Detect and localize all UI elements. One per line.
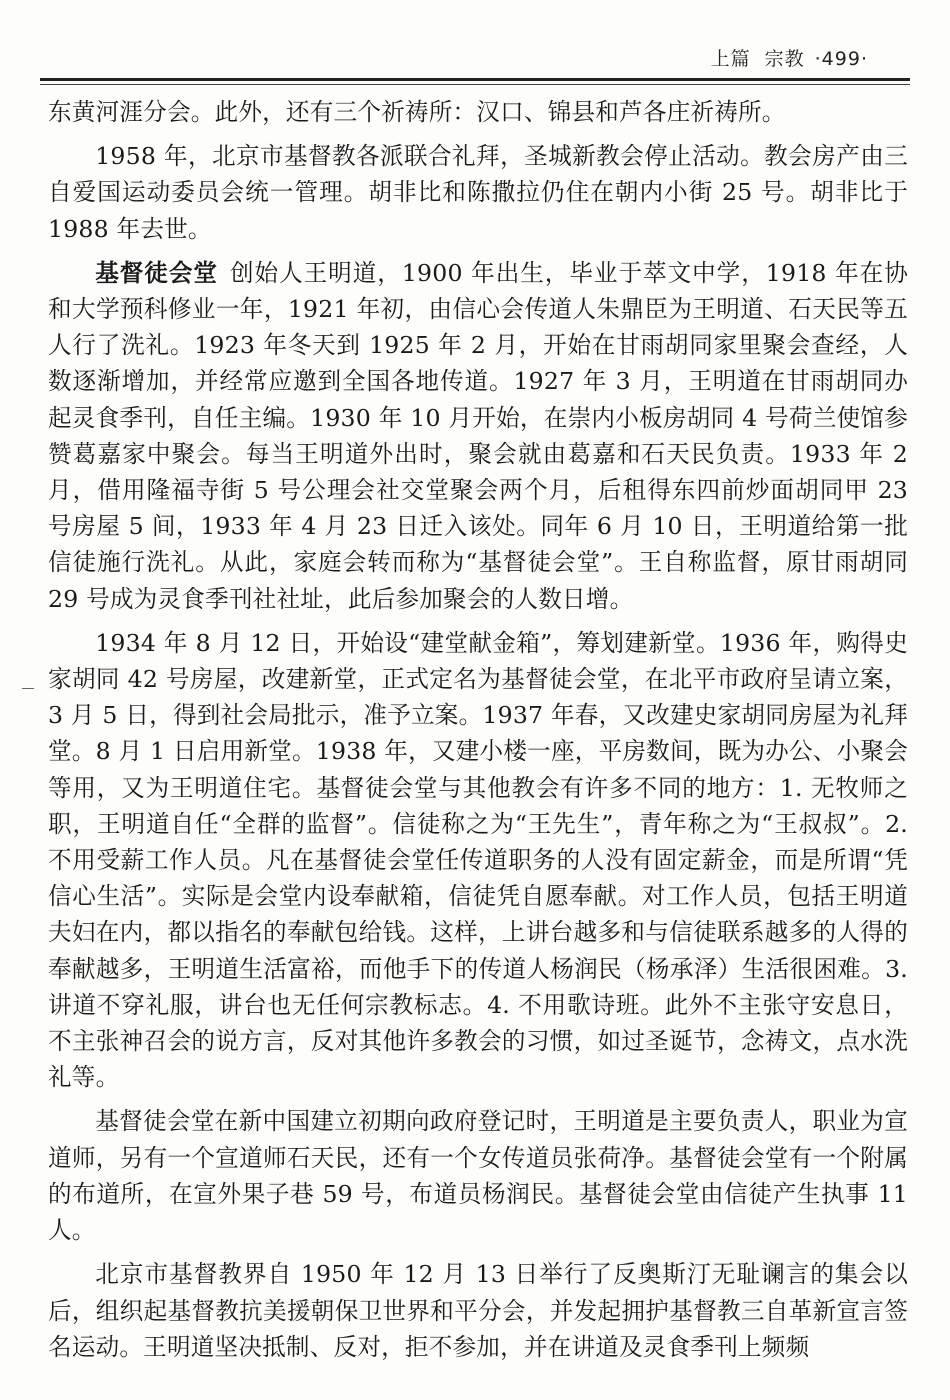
paragraph-text: 基督徒会堂在新中国建立初期向政府登记时，王明道是主要负责人，职业为宣道师，另有一个宣道师石天民，还有一个女传道员张荷净。基督徒会堂有一个附属的布道所，在宣外果子巷 59 号，布道员杨润民。基督徒会堂由信徒产生执事 11 人。: [48, 1107, 908, 1245]
paragraph-text: 创始人王明道，1900 年出生，毕业于萃文中学，1918 年在协和大学预科修业一年，1921 年初，由信心会传道人朱鼎臣为王明道、石天民等五人行了洗礼。1923 年冬天到 1925 年 2 月，开始在甘雨胡同家里聚会查经，人数逐渐增加，并经常应邀到全国各地传道。1927 年 3 月，王明道在甘雨胡同办起灵食季刊，自任主编。1930 年 10 月开始，在崇内小板房胡同 4 号荷兰使馆参赞葛嘉家中聚会。每当王明道外出时，聚会就由葛嘉和石天民负责。1933 年 2 月，借用隆福寺街 5 号公理会社交堂聚会两个月，后租得东四前炒面胡同甲 23 号房屋 5 间，1933 年 4 月 23 日迁入该处。同年 6 月 10 日，王明道给第一批信徒施行洗礼。从此，家庭会转而称为“基督徒会堂”。王自称监督，原甘雨胡同 29 号成为灵食季刊社社址，此后参加聚会的人数日增。: [48, 258, 908, 613]
section-label: 上篇: [710, 48, 751, 70]
paragraph: [48, 138, 908, 247]
paragraph-with-heading: [48, 255, 908, 617]
paragraph-text: 1934 年 8 月 12 日，开始设“建堂献金箱”，筹划建新堂。1936 年，购得史家胡同 42 号房屋，改建新堂，正式定名为基督徒会堂，在北平市政府呈请立案，3 月 5 日，得到社会局批示，准予立案。1937 年春，又改建史家胡同房屋为礼拜堂。8 月 1 日启用新堂。1938 年，又建小楼一座，平房数间，既为办公、小聚会等用，又为王明道住宅。基督徒会堂与其他教会有许多不同的地方：1. 无牧师之职，王明道自任“全群的监督”。信徒称之为“王先生”，青年称之为“王叔叔”。2. 不用受薪工作人员。凡在基督徒会堂任传道职务的人没有固定薪金，而是所谓“凭信心生活”。实际是会堂内设奉献箱，信徒凭自愿奉献。对工作人员，包括王明道夫妇在内，都以指名的奉献包给钱。这样，上讲台越多和与信徒联系越多的人得的奉献越多，王明道生活富裕，而他手下的传道人杨润民（杨承泽）生活很困难。3. 讲道不穿礼服，讲台也无任何宗教标志。4. 不用歌诗班。此外不主张守安息日，不主张神召会的说方言，反对其他许多教会的习惯，如过圣诞节，念祷文，点水洗礼等。: [48, 628, 908, 1092]
paragraph-text: 东黄河涯分会。此外，还有三个祈祷所：汉口、锦县和芦各庄祈祷所。: [48, 98, 786, 126]
paragraph-continuation: [48, 94, 908, 130]
paragraph-text: 北京市基督教界自 1950 年 12 月 13 日举行了反奥斯汀无耻谰言的集会以后，组织起基督教抗美援朝保卫世界和平分会，并发起拥护基督教三自革新宣言签名运动。王明道坚决抵制、反对，拒不参加，并在讲道及灵食季刊上频频: [48, 1260, 908, 1361]
header-rule-thick: [40, 78, 910, 81]
page-number: ·499·: [814, 48, 868, 70]
paragraph-text: 1958 年，北京市基督教各派联合礼拜，圣城新教会停止活动。教会房产由三自爱国运动委员会统一管理。胡非比和陈撒拉仍住在朝内小街 25 号。胡非比于 1988 年去世。: [48, 142, 908, 243]
chapter-label: 宗教: [764, 48, 805, 70]
paragraph: [48, 1103, 908, 1248]
page-header: [40, 36, 910, 76]
header-rule-thin: [40, 84, 910, 85]
paragraph: [48, 625, 908, 1096]
running-head: [711, 44, 868, 71]
paragraph: [48, 1256, 908, 1365]
body-text: [48, 94, 908, 1373]
run-in-heading: 基督徒会堂: [95, 258, 218, 287]
margin-tick-mark: [22, 688, 34, 689]
